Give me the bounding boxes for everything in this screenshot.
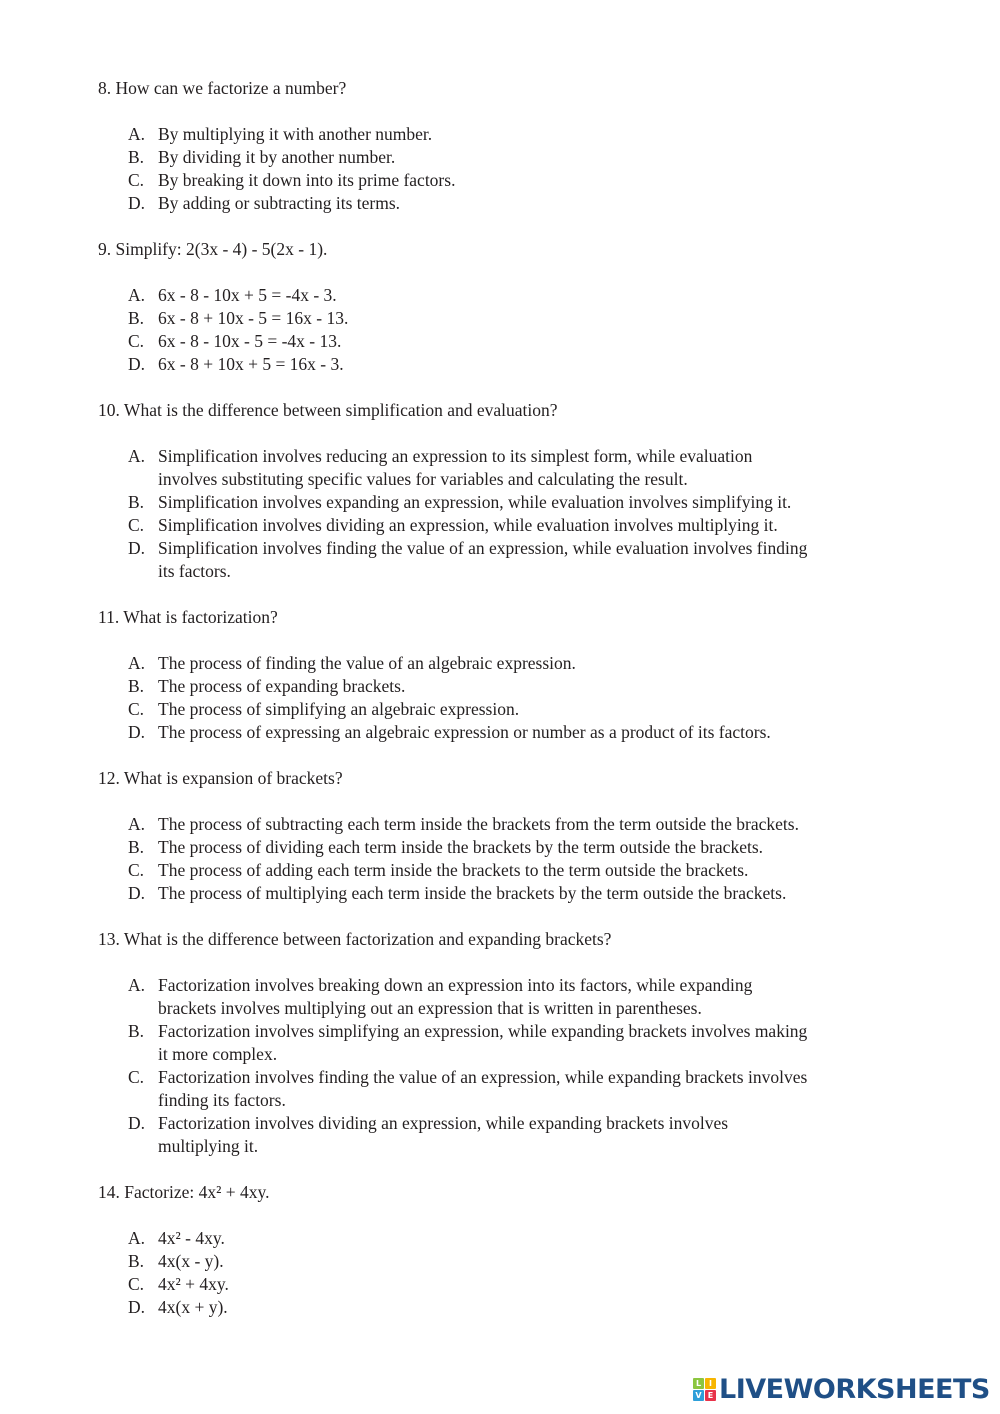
option-d [98, 1296, 958, 1319]
option-letter: B. [128, 1251, 145, 1271]
option-letter: C. [128, 1274, 145, 1294]
option-letter: C. [128, 699, 145, 719]
option-text [158, 284, 337, 307]
question-13: 13. What is the difference between factorization and expanding brackets? [98, 929, 612, 949]
option-text-line: Simplification involves expanding an expression, while evaluation involves simplifying it. [158, 492, 792, 512]
option-text [158, 491, 791, 514]
option-text-line: 4x² + 4xy. [158, 1274, 229, 1294]
option-text-line: 6x - 8 - 10x - 5 = -4x - 13. [158, 331, 342, 351]
option-letter: A. [128, 1228, 146, 1248]
option-text [158, 1250, 224, 1273]
option-text-line: Factorization involves breaking down an expression into its factors, while expanding [158, 975, 753, 995]
option-a [98, 974, 958, 1020]
option-text-line: Simplification involves dividing an expression, while evaluation involves multiplying it. [158, 515, 778, 535]
option-text [158, 1020, 807, 1066]
option-a [98, 284, 958, 307]
option-d [98, 721, 958, 744]
option-text-line: Factorization involves finding the value of an expression, while expanding brackets involves [158, 1067, 808, 1087]
logo-text: LIVEWORKSHEETS [719, 1374, 990, 1405]
option-text-line: 4x(x + y). [158, 1297, 228, 1317]
option-d [98, 192, 958, 215]
option-text [158, 123, 432, 146]
option-letter: B. [128, 676, 145, 696]
option-text-line: By adding or subtracting its terms. [158, 193, 401, 213]
option-c [98, 859, 958, 882]
option-text-line: 6x - 8 + 10x - 5 = 16x - 13. [158, 308, 349, 328]
option-text-line: The process of finding the value of an algebraic expression. [158, 653, 576, 673]
options-list [98, 1227, 958, 1319]
option-letter: D. [128, 538, 146, 558]
question-8: 8. How can we factorize a number? [98, 78, 347, 98]
option-text-line: Factorization involves simplifying an expression, while expanding brackets involves making [158, 1021, 808, 1041]
option-text-line: By multiplying it with another number. [158, 124, 433, 144]
option-text [158, 514, 778, 537]
option-text [158, 1066, 807, 1112]
option-letter: C. [128, 1067, 145, 1087]
option-text [158, 353, 344, 376]
options-list [98, 284, 958, 376]
option-text-line: involves substituting specific values for variables and calculating the result. [158, 469, 688, 489]
question-10: 10. What is the difference between simplification and evaluation? [98, 400, 558, 420]
option-a [98, 652, 958, 675]
option-text-line: multiplying it. [158, 1136, 259, 1156]
option-text [158, 721, 771, 744]
option-c [98, 1273, 958, 1296]
option-letter: D. [128, 1297, 146, 1317]
option-text-line: finding its factors. [158, 1090, 286, 1110]
option-text-line: 4x(x - y). [158, 1251, 224, 1271]
question-11: 11. What is factorization? [98, 607, 278, 627]
option-text-line: Simplification involves reducing an expression to its simplest form, while evaluation [158, 446, 753, 466]
option-text [158, 1273, 229, 1296]
option-text [158, 813, 799, 836]
option-d [98, 353, 958, 376]
option-a [98, 813, 958, 836]
option-text [158, 974, 752, 1020]
option-text [158, 652, 576, 675]
option-c [98, 330, 958, 353]
option-letter: A. [128, 124, 146, 144]
option-b [98, 146, 958, 169]
option-text-line: it more complex. [158, 1044, 278, 1064]
option-text [158, 445, 752, 491]
option-a [98, 1227, 958, 1250]
option-text [158, 169, 455, 192]
option-text-line: The process of multiplying each term inside the brackets by the term outside the brackets. [158, 883, 787, 903]
options-list [98, 652, 958, 744]
option-text [158, 836, 763, 859]
option-letter: C. [128, 170, 145, 190]
option-c [98, 1066, 958, 1112]
option-letter: D. [128, 722, 146, 742]
option-text-line: The process of dividing each term inside the brackets by the term outside the brackets. [158, 837, 764, 857]
option-text [158, 675, 405, 698]
logo-tiles-icon: L I V E [693, 1378, 716, 1401]
option-letter: C. [128, 515, 145, 535]
option-c [98, 698, 958, 721]
option-b [98, 1250, 958, 1273]
option-text-line: 6x - 8 - 10x + 5 = -4x - 3. [158, 285, 337, 305]
options-list [98, 974, 958, 1158]
option-a [98, 445, 958, 491]
option-text-line: The process of adding each term inside the brackets to the term outside the brackets. [158, 860, 749, 880]
option-letter: D. [128, 193, 146, 213]
option-text-line: 4x² - 4xy. [158, 1228, 225, 1248]
option-text [158, 882, 786, 905]
option-text [158, 1112, 728, 1158]
option-letter: A. [128, 975, 146, 995]
option-d [98, 1112, 958, 1158]
option-b [98, 307, 958, 330]
worksheet-content [98, 77, 958, 1342]
option-letter: C. [128, 860, 145, 880]
option-c [98, 169, 958, 192]
option-text-line: 6x - 8 + 10x + 5 = 16x - 3. [158, 354, 344, 374]
option-d [98, 537, 958, 583]
option-letter: B. [128, 837, 145, 857]
option-c [98, 514, 958, 537]
option-letter: C. [128, 331, 145, 351]
option-text-line: The process of expressing an algebraic expression or number as a product of its factors. [158, 722, 771, 742]
option-text-line: brackets involves multiplying out an expression that is written in parentheses. [158, 998, 702, 1018]
option-b [98, 836, 958, 859]
option-a [98, 123, 958, 146]
option-letter: A. [128, 814, 146, 834]
option-letter: B. [128, 1021, 145, 1041]
option-text [158, 146, 395, 169]
option-letter: B. [128, 147, 145, 167]
options-list [98, 445, 958, 583]
option-text-line: Factorization involves dividing an expression, while expanding brackets involves [158, 1113, 729, 1133]
option-letter: B. [128, 492, 145, 512]
option-text [158, 330, 341, 353]
option-text [158, 537, 807, 583]
option-text [158, 1296, 228, 1319]
option-text-line: The process of expanding brackets. [158, 676, 406, 696]
option-letter: D. [128, 1113, 146, 1133]
option-text [158, 307, 348, 330]
option-text [158, 192, 400, 215]
option-b [98, 675, 958, 698]
option-b [98, 1020, 958, 1066]
options-list [98, 813, 958, 905]
question-12: 12. What is expansion of brackets? [98, 768, 343, 788]
option-letter: D. [128, 883, 146, 903]
option-letter: A. [128, 446, 146, 466]
option-text-line: By dividing it by another number. [158, 147, 396, 167]
option-d [98, 882, 958, 905]
question-14: 14. Factorize: 4x² + 4xy. [98, 1182, 270, 1202]
option-text-line: The process of subtracting each term inside the brackets from the term outside the brackets. [158, 814, 799, 834]
option-letter: A. [128, 653, 146, 673]
option-text [158, 1227, 225, 1250]
question-9: 9. Simplify: 2(3x - 4) - 5(2x - 1). [98, 239, 328, 259]
option-letter: B. [128, 308, 145, 328]
option-b [98, 491, 958, 514]
option-text [158, 859, 748, 882]
liveworksheets-logo [693, 1374, 990, 1405]
option-text-line: Simplification involves finding the value of an expression, while evaluation involves finding [158, 538, 808, 558]
option-text-line: The process of simplifying an algebraic expression. [158, 699, 520, 719]
option-text [158, 698, 519, 721]
option-letter: A. [128, 285, 146, 305]
option-letter: D. [128, 354, 146, 374]
option-text-line: By breaking it down into its prime factors. [158, 170, 456, 190]
option-text-line: its factors. [158, 561, 231, 581]
options-list [98, 123, 958, 215]
